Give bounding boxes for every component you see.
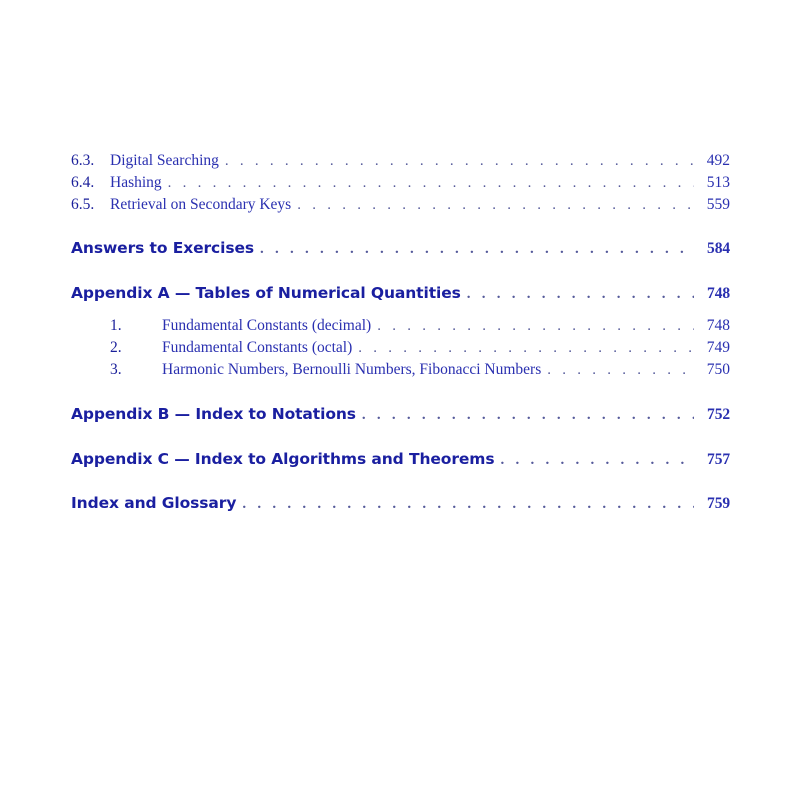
section-title-link[interactable]: Hashing [110, 174, 162, 191]
toc-entry-6-5[interactable] [0, 196, 800, 214]
toc-entry-appendix-a[interactable] [0, 284, 800, 303]
page-number: 559 [706, 196, 730, 213]
toc-entry-6-3[interactable] [0, 152, 800, 170]
toc-entry-appendix-a-2[interactable] [0, 339, 800, 357]
section-number: 6.4. [71, 174, 95, 191]
dot-leader [356, 407, 694, 424]
dot-leader [162, 175, 694, 192]
dot-leader [541, 362, 694, 379]
item-number: 2. [110, 339, 122, 356]
item-number: 3. [110, 361, 122, 378]
toc-entry-6-4[interactable] [0, 174, 800, 192]
toc-entry-appendix-a-1[interactable] [0, 317, 800, 335]
page-number: 750 [706, 361, 730, 378]
dot-leader [236, 496, 694, 513]
dot-leader [371, 318, 694, 335]
section-number: 6.5. [71, 196, 95, 213]
chapter-title-link[interactable]: Answers to Exercises [71, 239, 255, 257]
dot-leader [291, 197, 694, 214]
toc-entry-appendix-c[interactable] [0, 450, 800, 469]
dot-leader [352, 340, 694, 357]
section-title-link[interactable]: Digital Searching [110, 152, 219, 169]
chapter-title-link[interactable]: Index and Glossary [71, 494, 237, 512]
toc-entry-index[interactable] [0, 494, 800, 513]
section-title-link[interactable]: Retrieval on Secondary Keys [110, 196, 292, 213]
item-title-link[interactable]: Harmonic Numbers, Bernoulli Numbers, Fibonacci Numbers [162, 361, 542, 378]
toc-entry-appendix-b[interactable] [0, 405, 800, 424]
page-number: 584 [707, 240, 730, 257]
chapter-title-link[interactable]: Appendix B — Index to Notations [71, 405, 356, 423]
chapter-title-link[interactable]: Appendix A — Tables of Numerical Quantities [71, 284, 461, 302]
toc-entry-appendix-a-3[interactable] [0, 361, 800, 379]
toc-entry-answers[interactable] [0, 239, 800, 258]
page-number: 492 [706, 152, 730, 169]
dot-leader [219, 153, 694, 170]
dot-leader [461, 286, 694, 303]
item-number: 1. [110, 317, 122, 334]
page-number: 748 [707, 285, 730, 302]
page-number: 749 [706, 339, 730, 356]
page-number: 759 [707, 495, 730, 512]
section-number: 6.3. [71, 152, 95, 169]
page-number: 757 [707, 451, 730, 468]
chapter-title-link[interactable]: Appendix C — Index to Algorithms and Theorems [71, 450, 495, 468]
page-number: 752 [707, 406, 730, 423]
dot-leader [254, 241, 694, 258]
dot-leader [494, 452, 694, 469]
item-title-link[interactable]: Fundamental Constants (octal) [162, 339, 353, 356]
page-number: 748 [706, 317, 730, 334]
page-number: 513 [706, 174, 730, 191]
item-title-link[interactable]: Fundamental Constants (decimal) [162, 317, 372, 334]
